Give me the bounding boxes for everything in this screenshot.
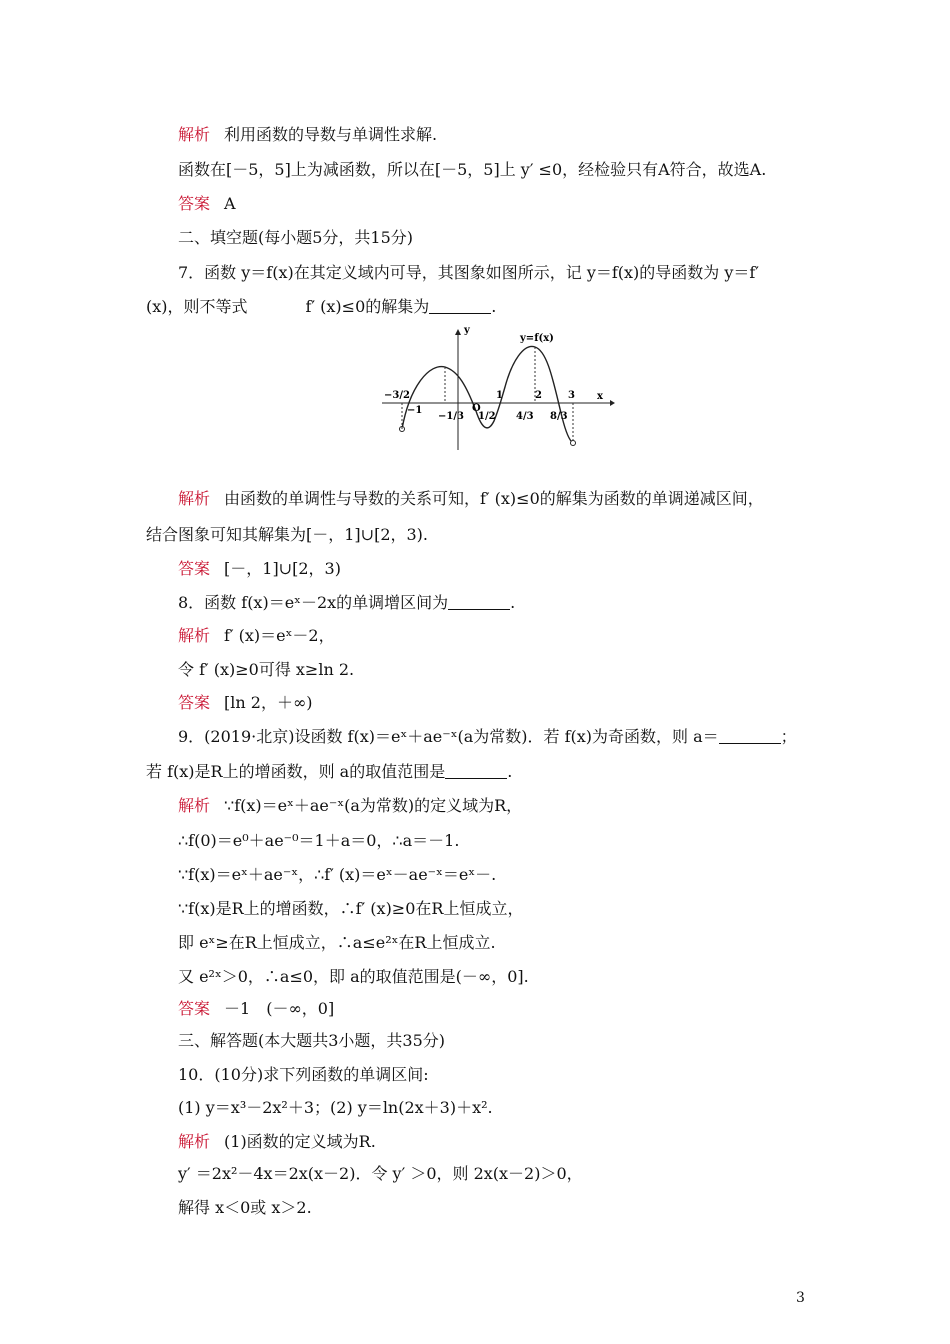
q7-analysis-line2: 结合图象可知其解集为[－，1]∪[2，3).: [146, 525, 429, 544]
q7-stem-line1: 7．函数 y＝f(x)在其定义域内可导，其图象如图所示，记 y＝f(x)的导函数为 y＝f′: [178, 263, 759, 282]
q8-answer: 答案 [ln 2，＋∞): [178, 693, 313, 712]
q8-stem: 8．函数 f(x)＝eˣ－2x的单调增区间为 .: [178, 593, 516, 612]
curve: [402, 346, 573, 443]
q10-analysis-line3: 解得 x＜0或 x＞2.: [178, 1198, 312, 1217]
answer-blank[interactable]: [719, 729, 781, 744]
q10-stem: 10．(10分)求下列函数的单调区间:: [178, 1065, 429, 1084]
analysis-label: 解析: [178, 489, 211, 508]
q7-analysis-line1: 解析 由函数的单调性与导数的关系可知，f′ (x)≤0的解集为函数的单调递减区间，: [178, 489, 764, 508]
curve-label: y=f(x): [520, 333, 554, 344]
y-axis-label: y: [464, 325, 470, 336]
q9-answer: 答案 －1 (－∞，0]: [178, 999, 335, 1018]
q9-analysis-step2: ∴f(0)＝e⁰＋ae⁻⁰＝1＋a＝0，∴a＝－1.: [178, 831, 460, 850]
tick-neg-three-halves: −3/2: [384, 390, 410, 401]
answer-label: 答案: [178, 999, 211, 1018]
answer-label: 答案: [178, 559, 211, 578]
section2-title: 二、填空题(每小题5分，共15分): [178, 228, 414, 247]
q9-analysis-step4: ∵f(x)是R上的增函数，∴f′ (x)≥0在R上恒成立，: [178, 899, 524, 918]
page-number: 3: [796, 1290, 805, 1306]
tick-two: 2: [535, 390, 542, 401]
q6-analysis-line1: 解析 利用函数的导数与单调性求解.: [178, 125, 438, 144]
q10-analysis-line1: 解析 (1)函数的定义域为R.: [178, 1132, 376, 1151]
q9-stem-line2: 若 f(x)是R上的增函数，则 a的取值范围是 .: [146, 762, 513, 781]
section3-title: 三、解答题(本大题共3小题，共35分): [178, 1031, 446, 1050]
y-axis-arrow-icon: [455, 329, 461, 335]
q10-parts: (1) y＝x³－2x²＋3；(2) y＝ln(2x＋3)＋x².: [178, 1098, 493, 1117]
q9-analysis-step5: 即 eˣ≥在R上恒成立，∴a≤e²ˣ在R上恒成立.: [178, 933, 496, 952]
tick-neg-one-third: −1/3: [438, 411, 464, 422]
origin-label: O: [472, 403, 481, 414]
x-axis-arrow-icon: [610, 400, 615, 406]
tick-one-half: 1/2: [478, 411, 496, 422]
answer-label: 答案: [178, 194, 211, 213]
q7-stem-line2: (x)，则不等式 f′ (x)≤0的解集为 .: [146, 297, 497, 316]
q9-analysis-step3: ∵f(x)＝eˣ＋ae⁻ˣ，∴f′ (x)＝eˣ－ae⁻ˣ＝eˣ－.: [178, 865, 497, 884]
answer-label: 答案: [178, 693, 211, 712]
tick-neg-one: −1: [407, 405, 423, 416]
q8-analysis-line1: 解析 f′ (x)＝eˣ－2，: [178, 626, 335, 645]
q8-analysis-line2: 令 f′ (x)≥0可得 x≥ln 2.: [178, 660, 355, 679]
analysis-label: 解析: [178, 125, 211, 144]
analysis-label: 解析: [178, 796, 211, 815]
tick-four-thirds: 4/3: [516, 411, 534, 422]
tick-one: 1: [496, 390, 503, 401]
q9-analysis-step6: 又 e²ˣ＞0，∴a≤0，即 a的取值范围是(－∞，0].: [178, 967, 529, 986]
q6-analysis-line2: 函数在[－5，5]上为减函数，所以在[－5，5]上 y′ ≤0，经检验只有A符合，故选A.: [178, 160, 767, 179]
tick-three: 3: [568, 390, 575, 401]
answer-blank[interactable]: [445, 764, 507, 779]
answer-blank[interactable]: [429, 299, 491, 314]
function-graph: [380, 325, 615, 455]
q6-answer: 答案 A: [178, 194, 236, 213]
answer-blank[interactable]: [448, 595, 510, 610]
q9-analysis-step1: 解析 ∵f(x)＝eˣ＋ae⁻ˣ(a为常数)的定义域为R，: [178, 796, 523, 815]
q9-stem-line1: 9．(2019·北京)设函数 f(x)＝eˣ＋ae⁻ˣ(a为常数)．若 f(x)为奇函数，则 a＝ ；: [178, 727, 797, 746]
q7-answer: 答案 [－，1]∪[2，3): [178, 559, 341, 578]
q10-analysis-line2: y′ ＝2x²－4x＝2x(x－2)．令 y′ ＞0，则 2x(x－2)＞0，: [178, 1164, 583, 1183]
analysis-label: 解析: [178, 626, 211, 645]
analysis-label: 解析: [178, 1132, 211, 1151]
x-axis-label: x: [597, 391, 603, 402]
tick-eight-thirds: 8/3: [550, 411, 568, 422]
